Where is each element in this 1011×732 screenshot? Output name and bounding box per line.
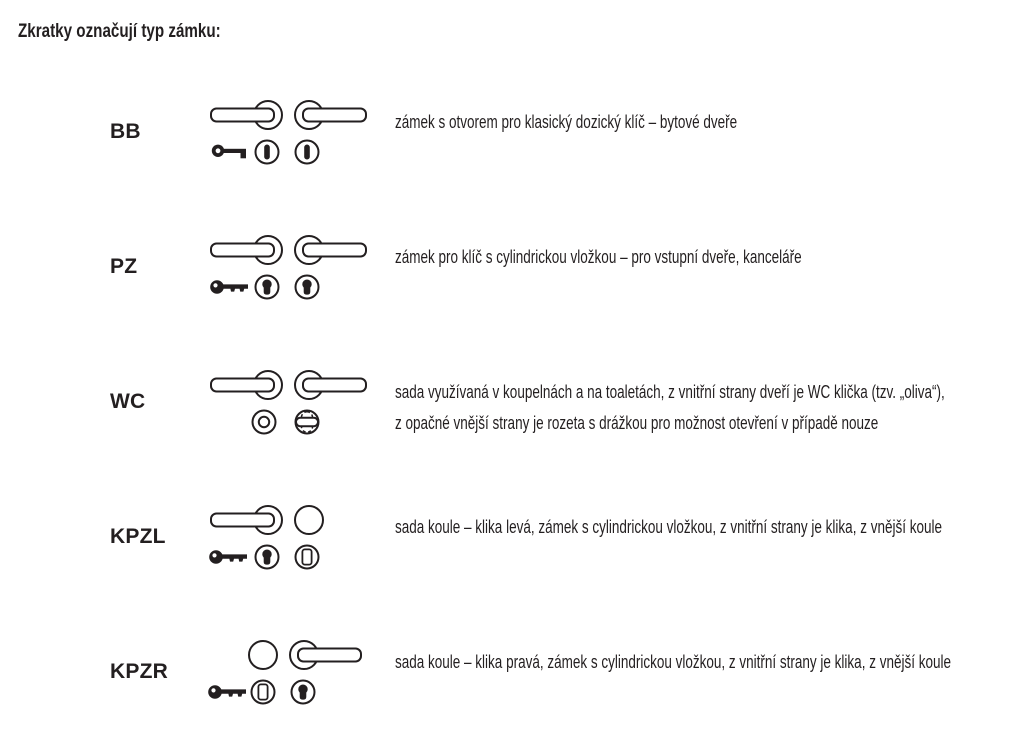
wc-hardware-icons	[195, 365, 395, 445]
bb-keyhole-rosette-icon	[296, 141, 319, 164]
lever-handle-right-icon	[290, 641, 361, 669]
ball-knob-icon	[295, 506, 323, 534]
ball-knob-icon	[249, 641, 277, 669]
bb-hardware-icons	[195, 95, 395, 175]
cylinder-key-icon	[210, 280, 248, 294]
lever-handle-right-icon	[295, 236, 366, 264]
lock-type-row-kpzl	[0, 500, 1011, 580]
lock-code: PZ	[110, 255, 138, 278]
pz-keyhole-rosette-icon	[296, 276, 319, 299]
lock-code: KPZL	[110, 525, 166, 548]
lock-description	[395, 107, 851, 138]
pz-hardware-icons	[195, 230, 395, 310]
wc-oliva-turn-icon	[296, 411, 319, 434]
description-line: z opačné vnější strany je rozeta s drážkou pro možnost otevření v případě nouze	[395, 413, 879, 433]
lock-code: WC	[110, 390, 146, 413]
lock-description	[395, 377, 1011, 439]
wc-groove-rosette-icon	[253, 411, 276, 434]
lock-description	[395, 512, 1011, 543]
pz-keyhole-rosette-icon	[292, 681, 315, 704]
lock-code: BB	[110, 120, 141, 143]
blind-rosette-icon	[252, 681, 275, 704]
lever-handle-left-icon	[211, 101, 282, 129]
blind-rosette-icon	[296, 546, 319, 569]
lever-handle-left-icon	[211, 371, 282, 399]
description-line: sada koule – klika levá, zámek s cylindrickou vložkou, z vnitřní strany je klika, z vnější koule	[395, 517, 942, 537]
lock-description	[395, 647, 1011, 678]
kpzl-hardware-icons	[195, 500, 395, 580]
description-line: sada využívaná v koupelnách a na toaletách, z vnitřní strany dveří je WC klička (tzv. „oliva“),	[395, 382, 945, 402]
lock-type-row-kpzr	[0, 635, 1011, 715]
lock-type-row-bb	[0, 95, 1011, 175]
pz-keyhole-rosette-icon	[256, 546, 279, 569]
lever-handle-right-icon	[295, 371, 366, 399]
bb-keyhole-rosette-icon	[256, 141, 279, 164]
description-line: sada koule – klika pravá, zámek s cylindrickou vložkou, z vnitřní strany je klika, z vnější koule	[395, 652, 951, 672]
lock-code: KPZR	[110, 660, 168, 683]
lock-description	[395, 242, 937, 273]
lever-handle-right-icon	[295, 101, 366, 129]
cylinder-key-icon	[209, 550, 247, 564]
description-line: zámek pro klíč s cylindrickou vložkou – pro vstupní dveře, kanceláře	[395, 247, 802, 267]
lever-handle-left-icon	[211, 506, 282, 534]
page-title: Zkratky označují typ zámku:	[18, 21, 221, 42]
description-line: zámek s otvorem pro klasický dozický klíč – bytové dveře	[395, 112, 738, 132]
cylinder-key-icon	[208, 685, 246, 699]
bb-bit-key-icon	[212, 145, 246, 159]
lock-type-row-pz	[0, 230, 1011, 310]
pz-keyhole-rosette-icon	[256, 276, 279, 299]
lever-handle-left-icon	[211, 236, 282, 264]
lock-type-row-wc	[0, 365, 1011, 445]
kpzr-hardware-icons	[195, 635, 395, 715]
